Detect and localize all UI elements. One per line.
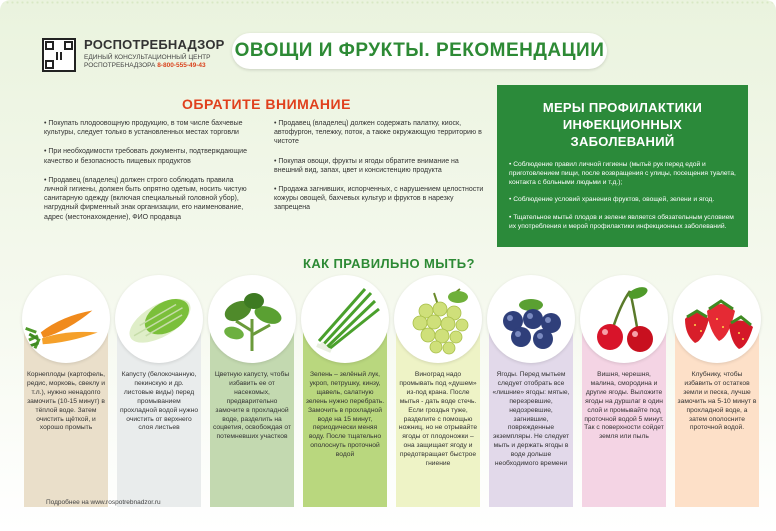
org-name: РОСПОТРЕБНАДЗОР xyxy=(84,37,225,52)
grapes-icon xyxy=(394,275,482,363)
dotted-border xyxy=(0,0,776,6)
page-title-pill xyxy=(232,33,607,69)
strawberries-icon xyxy=(673,275,761,363)
attention-item: • Покупая овощи, фрукты и ягоды обратите внимание на внешний вид, запах, цвет и консистенцию продукта xyxy=(274,157,459,174)
attention-item: • Продавец (владелец) должен строго соблюдать правила личной гигиены, должен быть опрятно одетым, носить чистую санитарную одежду (включая специальный головной убор), нагрудный фирменный знак организации, его наименование, адрес (местонахождение), ФИО продавца xyxy=(44,176,247,221)
card-text: Корнеплоды (картофель, редис, морковь, свеклу и т.л.), нужно ненадолго замочить (10-15 минут) в тёплой воде. Затем очистить щёткой, и хорошо промыть xyxy=(26,371,106,432)
page-title: ОВОЩИ И ФРУКТЫ. РЕКОМЕНДАЦИИ xyxy=(234,40,605,61)
hotline-phone: 8-800-555-49-43 xyxy=(157,62,206,69)
footer-link[interactable]: Подробнее на www.rospotrebnadzor.ru xyxy=(46,499,161,506)
greens-icon xyxy=(301,275,389,363)
prevention-item: • Соблюдение правил личной гигиены (мытьё рук перед едой и приготовлением пищи, после возвращения с улицы, посещения туалета, контакта с больными людьми и т.д.); xyxy=(509,161,736,186)
produce-card xyxy=(390,275,486,507)
card-text: Зелень – зелёный лук, укроп, петрушку, кинзу, щавель, салатную зелень нужно перебрать. Замочить в прохладной воде на 15 минут, периодически меняя воду. После тщательно ополоснуть проточной водой xyxy=(305,371,385,459)
produce-card xyxy=(483,275,579,507)
cabbage-icon xyxy=(115,275,203,363)
attention-item: • Продажа загнивших, испорченных, с нарушением целостности кожуры овощей, бахчевых культур и фруктов в нарезку запрещена xyxy=(274,186,484,212)
produce-card xyxy=(204,275,300,507)
produce-card xyxy=(576,275,672,507)
attention-item: • При необходимости требовать документы, подтверждающие качество и безопасность пищевых продуктов xyxy=(44,148,247,165)
card-text: Капусту (белокочанную, пекинскую и др. листовые виды) перед промыванием прохладной водой нужно очистить от верхнего слоя листьев xyxy=(119,371,199,432)
produce-card xyxy=(297,275,393,507)
card-text: Виноград надо промывать под «душем» из-под крана. После мытья - дать воде стечь. Если гроздья туже, разделите с помощью ножниц, но не отрывайте ягоды от плодоножки – она защищает ягоду и предотвращает быстрое гниение xyxy=(398,371,478,468)
cherries-icon xyxy=(580,275,668,363)
produce-card xyxy=(111,275,207,507)
card-text: Вишня, черешня, малина, смородина и другие ягоды. Выложите ягоды на дуршлаг в один слой и промывайте под проточной водой 5 минут. Так с поверхности сойдет земля или пыль xyxy=(584,371,664,441)
blueberries-icon xyxy=(487,275,575,363)
prevention-title: МЕРЫ ПРОФИЛАКТИКИ ИНФЕКЦИОННЫХ ЗАБОЛЕВАНИЙ xyxy=(542,100,703,149)
card-text: Ягоды. Перед мытьем следует отобрать все «лишние» ягоды: мятые, перезревшие, недозревшие, загнившие, поврежденные экземпляры. Не следует мыть и держать ягоды в воде дольше необходимого времени xyxy=(492,371,570,468)
org-subtitle: ЕДИНЫЙ КОНСУЛЬТАЦИОННЫЙ ЦЕНТР РОСПОТРЕБНАДЗОРА 8-800-555-49-43 xyxy=(84,54,211,69)
produce-card xyxy=(669,275,765,507)
card-text: Клубнику, чтобы избавить от остатков земли и песка, лучше замочить на 5-10 минут в прохладной воде, а затем ополосните проточной водой. xyxy=(677,371,757,432)
attention-right-column xyxy=(274,119,489,223)
card-text: Цветную капусту, чтобы избавить ее от насекомых, предварительно замочите в прохладной воде, разделить на соцветия, освобождая от потемневших участков xyxy=(212,371,292,441)
cauliflower-icon xyxy=(208,275,296,363)
prevention-item: • Соблюдение условий хранения фруктов, овощей, зелени и ягод. xyxy=(509,196,715,204)
attention-item: • Покупать плодоовощную продукцию, в том числе бахчевые культуры, следует только в установленных местах торговли xyxy=(44,120,243,137)
prevention-item: • Тщательное мытьё плодов и зелени является обязательным условием их употребления и мерой профилактики инфекционных заболеваний. xyxy=(509,214,734,230)
attention-title: ОБРАТИТЕ ВНИМАНИЕ xyxy=(182,96,351,112)
produce-cards xyxy=(18,275,758,515)
attention-left-column xyxy=(44,119,258,232)
produce-card xyxy=(18,275,114,507)
attention-item: • Продавец (владелец) должен содержать палатку, киоск, автофургон, тележку, поток, а также окружающую территорию в чистоте xyxy=(274,120,482,146)
qr-code-icon xyxy=(42,38,76,72)
carrot-icon xyxy=(22,275,110,363)
prevention-box xyxy=(497,85,748,247)
wash-section-title: КАК ПРАВИЛЬНО МЫТЬ? xyxy=(303,256,475,271)
